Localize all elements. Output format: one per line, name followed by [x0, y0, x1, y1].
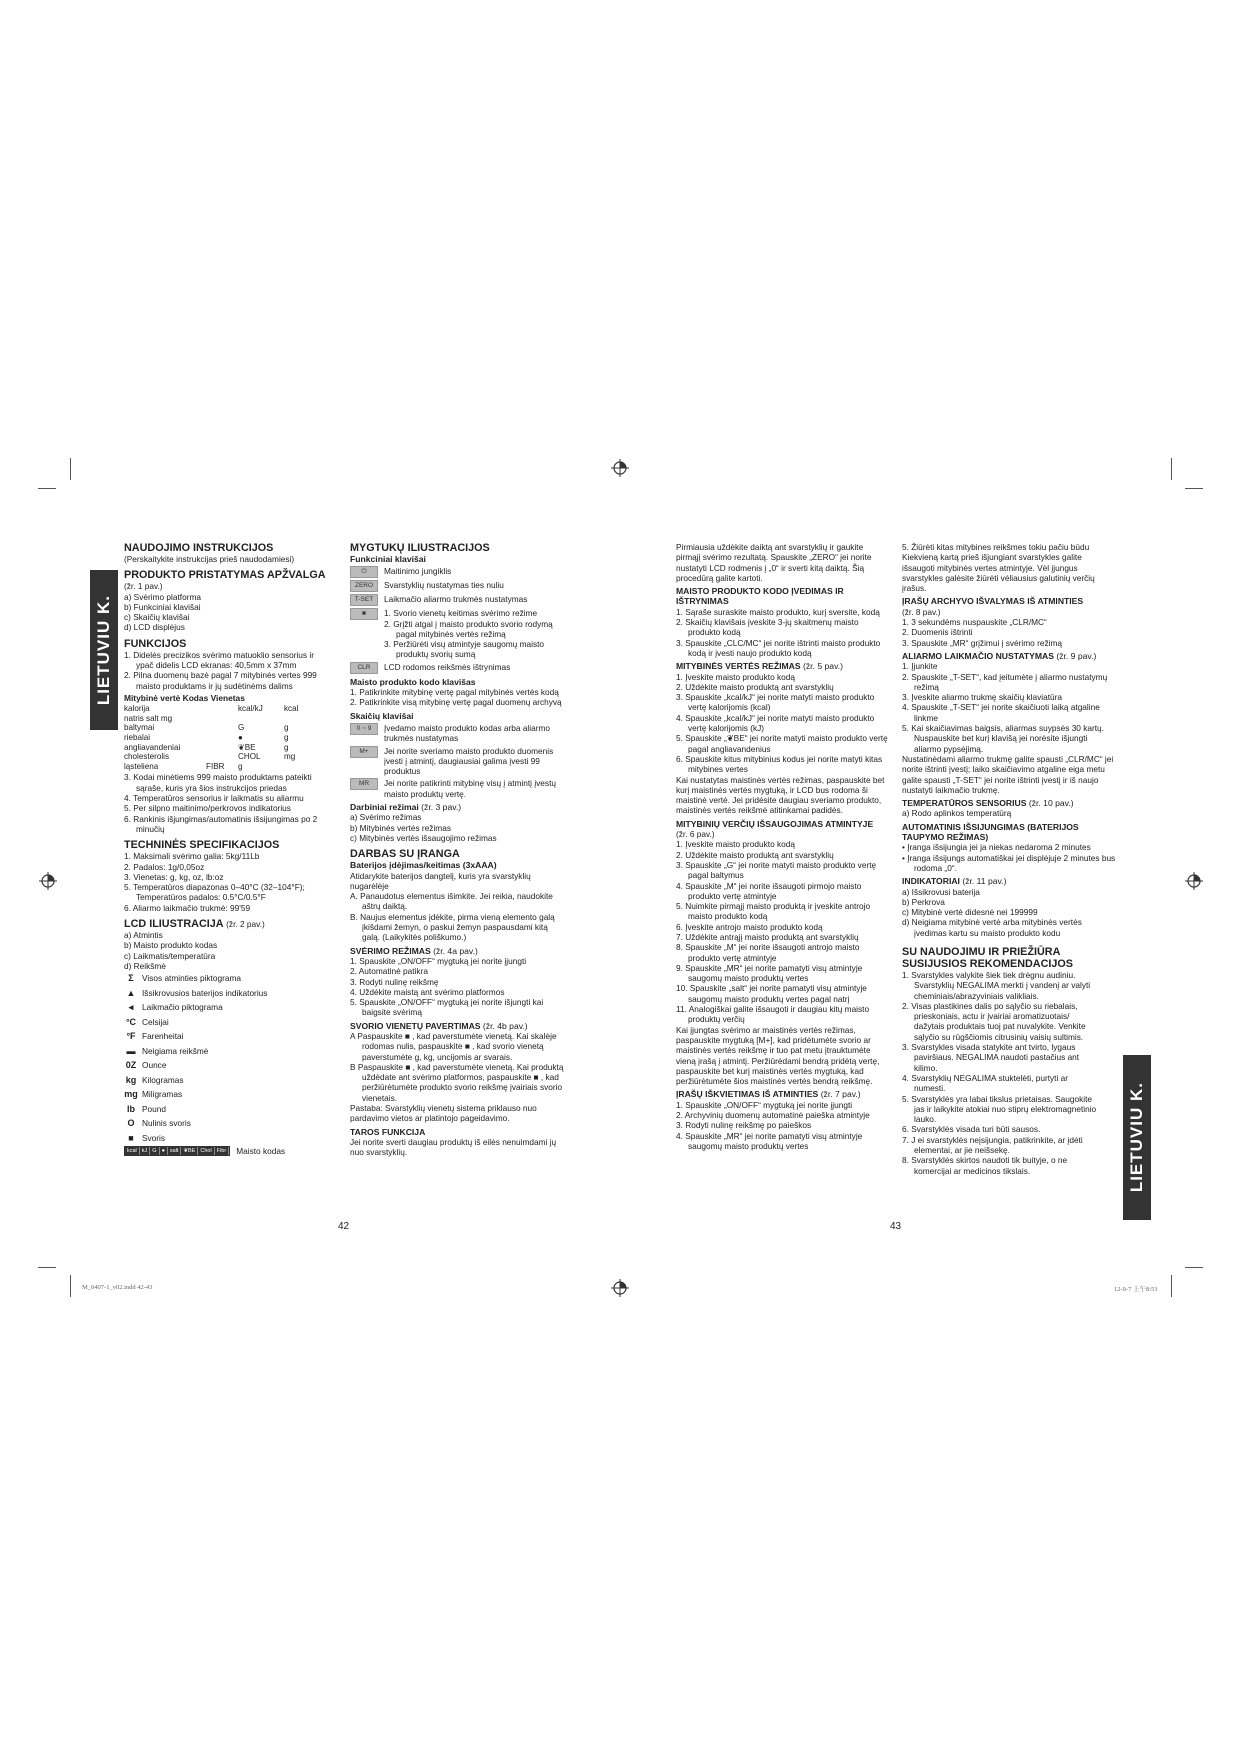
list-item: A Paspauskite ■ , kad paverstumėte vienetą. Kai skalėje rodomas nulis, paspauskite ■ , kad svorio vienetą paverstumėte g, kg, uncijomis ar svarais. [350, 1030, 557, 1062]
subheading: Maisto produkto kodo klavišas [350, 676, 476, 687]
subheading: AUTOMATINIS IŠSIJUNGIMAS (BATERIJOS TAUPYMO REŽIMAS) [902, 821, 1079, 843]
column-2 [350, 542, 568, 1158]
list-item: b) Funkciniai klavišai [124, 601, 201, 612]
list-item: 5. Per silpno maitinimo/perkrovos indikatorius [124, 803, 291, 814]
list-item: d) LCD displėjus [124, 622, 185, 633]
footer-slug-right: 12-9-7 上午8:53 [1114, 1286, 1158, 1293]
list-item: 2. Uždėkite maisto produktą ant svarstyklių [676, 849, 834, 860]
subheading: Darbiniai režimai (žr. 3 pav.) [350, 802, 462, 813]
list-item: 2. Spauskite „T-SET“, kad įeitumėte į aliarmo nustatymų režimą [902, 671, 1108, 692]
key-row: MR Jei norite patikrinti mitybinę visų į atmintį įvestų maisto produktų vertę. [350, 778, 568, 799]
tset-key-icon: T-SET [350, 594, 378, 606]
list-item: 2. Pilna duomenų bazė pagal 7 mitybinės vertes 999 maisto produktams ir jų sudėtinėms dalims [124, 670, 317, 691]
specs-list [124, 851, 330, 913]
save-list [676, 839, 888, 1024]
list-item: a) Svėrimo platforma [124, 591, 202, 602]
list-item: b) Mitybinės vertės režimas [350, 822, 451, 833]
milligram-icon: mg [124, 1089, 138, 1100]
legend-row: ◂ Laikmačio piktograma [124, 1000, 330, 1015]
list-item: 3. Rodyti nulinę reikšmę po paieškos [676, 1120, 812, 1131]
note: (žr. 8 pav.) [902, 606, 941, 617]
pound-icon: lb [127, 1103, 135, 1114]
note: (žr. 1 pav.) [124, 581, 163, 592]
footer-slug-left: M_0407-1_v02.indd 42-43 [82, 1284, 153, 1291]
list-item: 9. Spauskite „MR“ jei norite pamatyti visų atmintyje saugomų maisto produktų vertes [676, 962, 863, 984]
table-row: angliavandeniai ❦BE g [124, 742, 289, 752]
list-item: 3. Peržiūrėti visų atmintyje saugomų maisto produktų svorių sumą [384, 639, 545, 660]
indicators-list [902, 887, 1116, 938]
intro-list [902, 542, 1116, 552]
note: (žr. 6 pav.) [676, 829, 715, 840]
list-item: 2. Uždėkite maisto produktą ant svarstyklių [676, 681, 834, 692]
legend-row: lb Pound [124, 1102, 330, 1117]
list-item: 2. Archyvinių duomenų automatinė paieška atmintyje [676, 1110, 870, 1121]
list-item: 1. Spauskite „ON/OFF“ mygtuką jei norite įjungti [350, 955, 527, 966]
subheading: INDIKATORIAI (žr. 11 pav.) [902, 876, 1007, 887]
low-battery-icon: ▲ [126, 987, 136, 998]
registration-mark-icon [610, 1278, 630, 1298]
nutrition-mode-list [676, 672, 888, 775]
ounce-icon: 0Z [125, 1060, 137, 1071]
unit-key-icon: ■ [350, 608, 378, 620]
key-row: 0 ~ 9 Įvedamo maisto produkto kodas arba aliarmo trukmės nustatymas [350, 723, 568, 744]
list-item: 4. Temperatūros sensorius ir laikmatis su aliarmu [124, 793, 304, 804]
list-item: 2. Visas plastikines dalis po sąlyčio su riebalais, prieskoniais, actu ir įvairiai aromatizuotais/ dažytais produktais tuoj pat nuvalykite. Venkite sąlyčio su rūgščiomis citrusinių vaisių sultimis. [902, 1000, 1086, 1042]
list-item: 2. Duomenis ištrinti [902, 627, 973, 638]
subheading: TEMPERATŪROS SENSORIUS (žr. 10 pav.) [902, 798, 1074, 809]
list-item: 1. Didelės precizikos svėrimo matuoklio sensorius ir ypač didelis LCD ekranas: 40,5mm x 37mm [124, 649, 314, 671]
legend-row: ■ Svoris [124, 1131, 330, 1146]
section-heading: MYGTUKŲ ILIUSTRACIJOS [350, 542, 490, 554]
list-item: d) Neigiama mitybinė vertė arba mitybinės vertės įvedimas kartu su maisto produkto kodu [902, 917, 1082, 938]
list-item: 4. Spauskite „kcal/kJ“ jei norite matyti maisto produkto vertę kalorijomis (kJ) [676, 712, 875, 734]
list-item: 5. Žiūrėti kitas mitybines reikšmes tokiu pačiu būdu [902, 542, 1090, 552]
subheading: ĮRAŠŲ ARCHYVO IŠVALYMAS IŠ ATMINTIES [902, 596, 1084, 607]
list-item: 1. Spauskite „ON/OFF“ mygtuką jei norite įjungti [676, 1099, 853, 1110]
crop-mark [1185, 1267, 1203, 1268]
list-item: B. Naujus elementus įdėkite, pirma vieną elemento galą įkišdami žemyn, o paskui žemyn paspausdami kitą galą. (Laikykitės poliškumo.) [350, 911, 555, 943]
list-item: 2. Padalos: 1g/0,05oz [124, 861, 205, 872]
list-item: 1. Sąraše suraskite maisto produkto, kurį sversite, kodą [676, 606, 880, 617]
memory-add-key-icon: M+ [350, 746, 378, 758]
list-item: 8. Svarstyklės skirtos naudoti tik buityje, o ne komercijai ar medicinos tikslais. [902, 1155, 1068, 1176]
list-item: 6. Spauskite kitus mitybinius kodus jei norite matyti kitas mitybines vertes [676, 753, 883, 775]
section-heading: TECHNINĖS SPECIFIKACIJOS [124, 839, 280, 852]
memory-recall-key-icon: MR [350, 778, 378, 790]
paragraph: a) Rodo aplinkos temperatūrą [902, 808, 1012, 819]
column-1 [124, 542, 330, 1156]
list-item: a) Svėrimo režimas [350, 812, 422, 823]
fahrenheit-icon: °F [126, 1031, 136, 1042]
list-item: b) Perkrova [902, 896, 945, 907]
subheading: MAISTO PRODUKTO KODO ĮVEDIMAS IR IŠTRYNIMAS [676, 586, 844, 607]
legend-row: °F Farenheitai [124, 1029, 330, 1044]
section-heading: DARBAS SU ĮRANGA [350, 848, 460, 861]
legend-row: O Nulinis svoris [124, 1116, 330, 1131]
subheading: Skaičių klavišai [350, 710, 414, 721]
table-row: cholesterolis CHOL mg [124, 752, 296, 762]
legend-row: °C Celsijai [125, 1016, 169, 1027]
list-item: b) Maisto produkto kodas [124, 940, 218, 951]
subheading: ĮRAŠŲ IŠKVIETIMAS IŠ ATMINTIES (žr. 7 pav.) [676, 1089, 861, 1100]
list-item: 3. Spauskite „CLC/MC“ jei norite ištrinti maisto produkto kodą ir įvesti naujo produkto kodą [676, 637, 881, 658]
recall-list [676, 1100, 888, 1151]
zero-weight-icon: O [127, 1118, 135, 1129]
list-item: c) Mitybinė vertė didesnė nei 199999 [902, 907, 1038, 918]
crop-mark [1171, 1275, 1172, 1297]
legend-row: kg Kilogramas [125, 1074, 184, 1085]
number-keys-icon: 0 ~ 9 [350, 723, 378, 735]
subheading: MITYBINIŲ VERČIŲ IŠSAUGOJIMAS ATMINTYJE [676, 818, 874, 829]
list-item: 1. 3 sekundėms nuspauskite „CLR/MC“ [902, 617, 1047, 628]
legend-row: mg Miligramas [124, 1089, 183, 1100]
list-item: 2. Skaičių klavišais įveskite 3-jų skaitmenų maisto produkto kodą [676, 617, 859, 638]
subheading: Baterijos įdėjimas/keitimas (3xAAA) [350, 860, 497, 871]
list-item: a) Išsikrovusi baterija [902, 886, 980, 897]
paragraph: Kai įjungtas svėrimo ar maistinės vertės režimas, paspauskite mygtuką [M+], kad pridėtumėte svorio ar maistinės vertės reikšmę ir tuo pat metu įtrauktumėte vieną įrašą į atmintį. Peržiūrėdami bendrą pridėtą vertę, paspauskite bet kurį maistinės vertės mygtuką, kad peržiūrėtumėte šios maistinės vertės bendrą reikšmę. [676, 1024, 880, 1087]
functions-list [124, 650, 330, 691]
section-heading: FUNKCIJOS [124, 637, 187, 650]
list-item: c) Skaičių klavišai [124, 612, 190, 623]
section-heading: LCD ILIUSTRACIJA (žr. 2 pav.) [124, 917, 265, 930]
list-item: 3. Svarstykles visada statykite ant tvirto, lygaus paviršiaus. NEGALIMA naudoti pastačius ant kilimo. [902, 1042, 1080, 1073]
key-row: T-SET Laikmačio aliarmo trukmės nustatymas [350, 594, 568, 606]
alarm-list [902, 661, 1116, 754]
paragraph: Jei norite sverti daugiau produktų iš eilės nenuimdami jų nuo svarstyklių. [350, 1136, 557, 1158]
conversion-list [350, 1031, 568, 1103]
table-row: riebalai ● g [124, 733, 289, 743]
list-item: 3. Spauskite „kcal/kJ“ jei norite matyti maisto produkto vertę kalorijomis (kcal) [676, 692, 875, 713]
key-row: CLR LCD rodomos reikšmės ištrynimas [350, 662, 568, 674]
subheading: TAROS FUNKCIJA [350, 1126, 426, 1137]
section-heading: PRODUKTO PRISTATYMAS APŽVALGA [124, 569, 326, 582]
language-tab-right: LIETUVIU K. [1123, 1055, 1151, 1220]
clear-key-icon: CLR [350, 662, 378, 674]
auto-off-list [902, 842, 1116, 873]
key-row: ⏻ Maitinimo jungiklis [350, 566, 568, 578]
list-item: c) Laikmatis/temperatūra [124, 950, 216, 961]
note: Pastaba: Svarstyklių vienetų sistema priklauso nuo pardavimo vietos ar platintojo pageidavimo. [350, 1103, 537, 1124]
subheading: ALIARMO LAIKMAČIO NUSTATYMAS (žr. 9 pav.) [902, 650, 1097, 661]
list-item: 3. Rodyti nulinę reikšmę [350, 976, 439, 987]
list-item: 1. Įveskite maisto produkto kodą [676, 671, 795, 682]
list-item: A. Panaudotus elementus išimkite. Jei reikia, naudokite aštrų daiktą. [350, 891, 553, 912]
recommendations-list [902, 970, 1098, 1176]
table-row: ląsteliena FIBR g [124, 761, 243, 771]
lcd-icon-legend [124, 971, 330, 1145]
nutrition-table [124, 704, 302, 771]
list-item: 2. Patikrinkite visą mitybinę vertę pagal duomenų archyvą [350, 697, 562, 708]
section-heading: SU NAUDOJIMU IR PRIEŽIŪRA SUSIJUSIOS REKOMENDACIJOS [902, 945, 1073, 970]
list-item: 5. Spauskite „ON/OFF“ mygtuką jei norite išjungti kai baigsite svėrimą [350, 997, 544, 1018]
key-row: M+ Jei norite sveriamo maisto produkto duomenis įvesti į atmintį, daugiausiai galima įvesti 99 produktus [350, 746, 568, 777]
paragraph: Kai nustatytas maistinės vertės režimas, paspauskite bet kurį maistinės vertės mygtuką, ir LCD bus rodoma ši maistinė vertė. Jei pridėsite daugiau sveriamo produkto, maistinės vertės reikšmė atitinkamai padidės. [676, 774, 885, 816]
crop-mark [1171, 458, 1172, 480]
list-item: c) Mitybinės vertės išsaugojimo režimas [350, 832, 497, 843]
subheading: Funkciniai klavišai [350, 554, 426, 564]
strip-label: Maisto kodas [236, 1146, 286, 1157]
list-item: 5. Svarstyklės yra labai tikslus prietaisas. Saugokite jas ir laikykite atokiai nuo stiprų elektromagnetinio lauko. [902, 1093, 1097, 1125]
column-4 [902, 542, 1116, 1176]
legend-row: ▬ Neigiama reikšmė [124, 1044, 330, 1059]
registration-mark-icon [610, 458, 630, 478]
list-item: 10. Spauskite „salt“ jei norite pamatyti visų atmintyje saugomų maisto produktų vertes pagal natrį [676, 983, 867, 1004]
code-key-list [350, 687, 568, 708]
zero-key-icon: ZERO [350, 580, 378, 592]
list-item: 7. Uždėkite antrąjį maisto produktą ant svarstyklių [676, 931, 859, 942]
subheading: SVORIO VIENETŲ PAVERTIMAS (žr. 4b pav.) [350, 1020, 528, 1031]
section-heading: NAUDOJIMO INSTRUKCIJOS [124, 542, 274, 554]
list-item: 5. Spauskite „❦BE“ jei norite matyti maisto produkto vertę pagal angliavandenius [676, 733, 888, 754]
key-row: ZERO Svarstyklių nustatymas ties nuliu [350, 580, 568, 592]
list-item: 1. Svorio vienetų keitimas svėrimo režime [384, 608, 538, 619]
celsius-icon: °C [125, 1016, 137, 1027]
list-item: 2. Grįžti atgal į maisto produkto svorio rodymą pagal mitybinės vertės režimą [384, 618, 553, 639]
list-item: 3. Spauskite „G“ jei norite matyti maisto produkto vertę pagal baltymus [676, 859, 877, 881]
list-item: 1. Svarstykles valykite šiek tiek drėgnu audiniu. Svarstyklių NEGALIMA merkti į vandenį ar valyti cheminiais/abrazyviniais valikliais. [902, 969, 1091, 1001]
negative-icon: ▬ [126, 1045, 136, 1056]
page-number-left: 42 [338, 1221, 350, 1232]
list-item: 2. Automatinė patikra [350, 966, 428, 977]
list-item: 4. Spauskite „T-SET“ jei norite skaičiuoti laiką atgaline linkme [902, 702, 1100, 723]
list-item: 3. Įveskite aliarmo trukmę skaičių klaviatūra [902, 692, 1063, 703]
modes-list [350, 812, 568, 843]
kilogram-icon: kg [125, 1074, 137, 1085]
subheading: SVĖRIMO REŽIMAS (žr. 4a pav.) [350, 945, 478, 956]
power-key-icon: ⏻ [350, 566, 378, 578]
crop-mark [70, 458, 71, 480]
weight-icon: ■ [128, 1132, 134, 1143]
registration-mark-icon [38, 871, 58, 891]
list-item: 6. Įveskite antrojo maisto produkto kodą [676, 921, 823, 932]
table-heading: Mitybinė vertė Kodas Vienetas [124, 692, 245, 703]
list-item: • Įranga išsijungia jei ja niekas nedaroma 2 minutes [902, 842, 1091, 853]
list-item: B Paspauskite ■ , kad paverstumėte vienetą. Kai produktą uždėdate ant svėrimo platformos, paspauskite ■ , kad peržiūrėtumėte produkto svorio reikšmę įvairiais svorio vienetais. [350, 1061, 564, 1103]
crop-mark [38, 1267, 56, 1268]
table-row: natris salt mg [124, 713, 173, 723]
battery-list [350, 891, 568, 942]
list-item: 8. Spauskite „M“ jei norite išsaugoti antrojo maisto produkto vertę atmintyje [676, 942, 860, 963]
table-row: baltymai G g [124, 723, 289, 733]
note: (Perskaitykite instrukcijas prieš naudodamiesi) [124, 554, 295, 564]
subheading: MITYBINĖS VERTĖS REŽIMAS (žr. 5 pav.) [676, 661, 843, 672]
list-item: a) Atmintis [124, 929, 163, 940]
weighing-list [350, 956, 568, 1018]
list-item: 3. Vienetas: g, kg, oz, lb:oz [124, 871, 224, 882]
page-number-right: 43 [890, 1221, 902, 1232]
legend-row: ▲ Išsikrovusios baterijos indikatorius [124, 986, 330, 1001]
paragraph: Atidarykite baterijos dangtelį, kuris yra svarstyklių nugarėlėje [350, 870, 531, 891]
list-item: 11. Analogiškai galite išsaugoti ir daugiau kitų maisto produktų verčių [676, 1004, 870, 1025]
food-code-strip [124, 1146, 330, 1156]
crop-mark [70, 1275, 71, 1297]
list-item: 6. Aliarmo laikmačio trukmė: 99'59 [124, 902, 251, 913]
list-item: 4. Uždėkite maistą ant svėrimo platformos [350, 986, 505, 997]
crop-mark [38, 488, 56, 489]
functions-list-2 [124, 772, 330, 834]
list-item: 1. Patikrinkite mitybinę vertę pagal mitybinės vertės kodą [350, 687, 559, 698]
list-item: 1. Maksimali svėrimo galia: 5kg/11Lb [124, 851, 260, 862]
list-item: 5. Temperatūros diapazonas 0–40°C (32–104°F); Temperatūros padalos: 0.5°C/0.5°F [124, 882, 305, 903]
list-item: 6. Rankinis išjungimas/automatinis išsijungimas po 2 minučių [124, 813, 318, 834]
paragraph: Pirmiausia uždėkite daiktą ant svarstyklių ir gaukite pirmąjį svėrimo rezultatą. Spauskite „ZERO“ jei norite nustatyti LCD rodmenis į „0“ ir sverti kitą daiktą. Šią procedūrą galite kartoti. [676, 542, 872, 583]
legend-row: Σ Visos atminties piktograma [124, 971, 330, 986]
list-item: 6. Svarstyklės visada turi būti sausos. [902, 1124, 1041, 1135]
list-item: 3. Spauskite „MR“ grįžimui į svėrimo režimą [902, 637, 1062, 648]
list-item: 3. Kodai minėtiems 999 maisto produktams pateikti sąraše, kuris yra šios instrukcijos priedas [124, 772, 312, 793]
code-list [676, 607, 888, 658]
crop-mark [1185, 488, 1203, 489]
lcd-list [124, 930, 330, 971]
list-item: 4. Svarstyklių NEGALIMA stuktelėti, purtyti ar numesti. [902, 1072, 1068, 1094]
list-item: 4. Spauskite „MR“ jei norite pamatyti visų atmintyje saugomų maisto produktų vertes [676, 1130, 863, 1151]
nutrient-keys-strip-icon: kcal kJ G ● salt ❦BE Chol Fibr [124, 1146, 230, 1156]
list-item: 5. Nuimkite pirmąjį maisto produktą ir įveskite antrojo maisto produkto kodą [676, 901, 871, 922]
key-row [350, 608, 568, 659]
overview-list [124, 592, 330, 633]
language-tab-left: LIETUVIU K. [90, 570, 118, 730]
list-item: 5. Kai skaičiavimas baigsis, aliarmas suypsės 30 kartų. Nuspauskite bet kurį klavišą jei norėsite išjungti aliarmo pypsėjimą. [902, 723, 1104, 754]
memory-icon: Σ [128, 973, 134, 984]
list-item: 1. Įveskite maisto produkto kodą [676, 839, 795, 850]
registration-mark-icon [1184, 871, 1204, 891]
column-3 [676, 542, 888, 1151]
timer-icon: ◂ [128, 1002, 134, 1013]
list-item: 1. Įjunkite [902, 661, 938, 672]
list-item: 7. J ei svarstyklės neįsijungia, patikrinkite, ar įdėti elementai, ar jie neišsekę. [902, 1134, 1083, 1156]
unit-key-list [384, 608, 568, 659]
list-item: 4. Spauskite „M“ jei norite išsaugoti pirmojo maisto produkto vertę atmintyje [676, 880, 862, 901]
clear-list [902, 617, 1116, 648]
paragraph: Kiekvieną kartą prieš išjungiant svarstykles galite išsaugoti mitybinės vertes atmintyje. Vėl įjungus svarstykles galėsite žiūrėti vėliausius galutinių verčių įrašus. [902, 552, 1095, 594]
legend-row: 0Z Ounce [125, 1060, 167, 1071]
list-item: d) Reikšmė [124, 960, 166, 971]
list-item: • Įranga išsijungs automatiškai jei displėjuje 2 minutes bus rodoma „0“. [902, 852, 1116, 873]
paragraph: Nustatinėdami aliarmo trukmę galite spausti „CLR/MC“ jei norite ištrinti įvestį; laiko skaičiavimo atgaline eiga metu galite spausti „T-SET“ jei norite ištrinti įvestį ir iš naujo nustatyti laikmačio trukmę. [902, 753, 1114, 795]
table-row: kalorija kcal/kJ kcal [124, 704, 299, 714]
